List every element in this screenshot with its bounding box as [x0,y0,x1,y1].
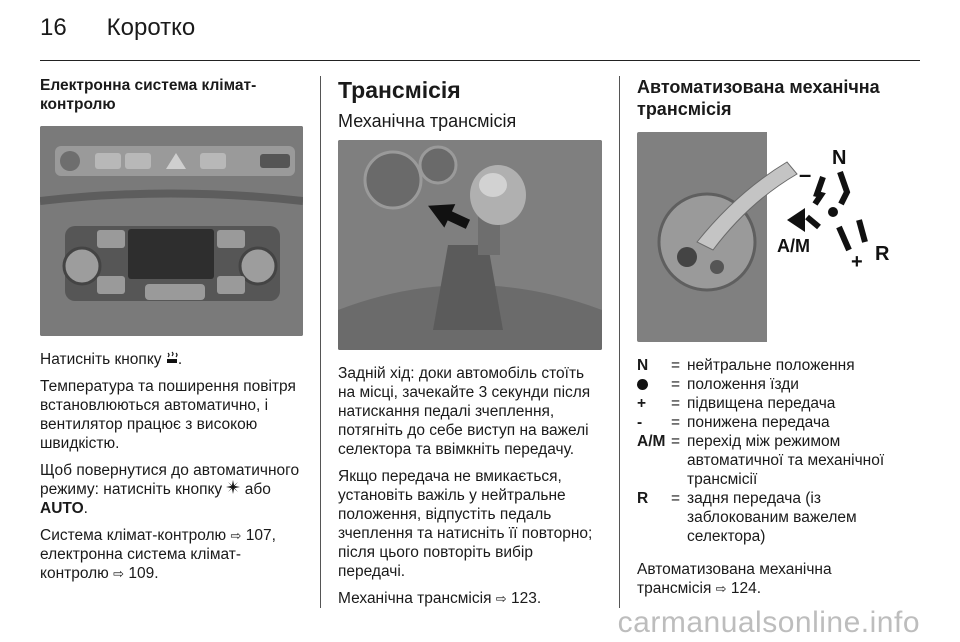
section-heading: Трансмісія [338,77,461,103]
legend-symbol: A/M [637,433,666,450]
image-label-n: N [832,147,847,169]
paragraph [40,350,305,369]
text: або [240,481,271,498]
legend-text: понижена передача [687,414,830,431]
text: Щоб повернутися до автоматичного режиму: натисніть кнопку [40,462,300,498]
text: . [83,500,88,517]
paragraph [40,526,305,583]
text: . [756,580,762,597]
image-label-am: A/M [777,236,810,256]
header-rule [40,60,920,61]
page-reference-link[interactable]: 109 [128,565,155,582]
legend-text: перехід між режимом автоматичної та механічної трансмісії [687,433,885,488]
page-reference-link[interactable]: 124 [730,580,757,597]
text: Натисніть кнопку [40,351,166,368]
paragraph: Температура та поширення повітря встановлюються автоматично, і вентилятор працює з високою швидкістю. [40,378,296,452]
image-label-plus: + [851,251,863,273]
text: Механічна трансмісія [338,590,496,607]
transmission-section [338,76,603,616]
text: . [177,351,183,368]
page-reference-link[interactable]: 123 [511,590,537,607]
equals-sign: = [671,414,681,431]
equals-sign: = [671,357,681,374]
climate-control-section [40,76,305,591]
max-defrost-icon [166,351,178,368]
page-number: 16 [40,14,67,41]
gear-legend [637,356,902,546]
cross-reference-arrow-icon: ⇨ [715,581,727,596]
legend-row [637,394,902,413]
manual-gear-lever-image [338,140,602,350]
page-header [40,14,195,42]
fan-icon [226,481,240,498]
page-reference-link[interactable]: 107 [245,527,272,544]
legend-symbol: N [637,357,649,374]
legend-symbol: + [637,395,647,412]
legend-row [637,356,902,375]
legend-row [637,413,902,432]
paragraph [338,589,603,608]
climate-panel-image [40,126,303,336]
equals-sign: = [671,433,681,450]
equals-sign: = [671,490,681,507]
legend-text: підвищена передача [687,395,836,412]
image-label-r: R [875,243,890,265]
paragraph [637,560,902,598]
legend-symbol: - [637,414,643,431]
image-label-minus: – [799,162,812,187]
legend-text: задня передача (із заблокованим важелем селектора) [687,490,857,545]
column-divider [320,76,321,608]
page-title: Коротко [106,14,196,41]
equals-sign: = [671,395,681,412]
column-divider [619,76,620,608]
automated-transmission-section [637,76,902,606]
legend-row [637,375,902,394]
legend-text: положення їзди [687,376,799,393]
text: . [154,565,159,582]
legend-row [637,489,902,546]
equals-sign: = [671,376,681,393]
text: Система клімат-контролю [40,527,231,544]
legend-symbol: R [637,490,649,507]
section-heading: Електронна система клімат-контролю [40,77,257,113]
paragraph: Якщо передача не вмикається, установіть важіль у нейтральне положення, відпустіть педаль зчеплення та натисніть її повторно; після цього повторіть вибір передачі. [338,468,593,580]
cross-reference-arrow-icon: ⇨ [495,591,507,606]
text: , електронна система клімат-контролю [40,527,276,582]
auto-label: AUTO [40,500,84,517]
watermark: carmanualsonline.info [617,606,920,639]
drive-dot-icon [637,375,671,394]
legend-text: нейтральне положення [687,357,855,374]
text: Автоматизована механічна трансмісія [637,561,832,597]
automated-gear-selector-image [637,132,900,342]
cross-reference-arrow-icon: ⇨ [113,566,125,581]
legend-row [637,432,902,489]
paragraph [40,461,305,518]
section-heading: Автоматизована механічна трансмісія [637,77,880,119]
text: . [536,590,542,607]
cross-reference-arrow-icon: ⇨ [230,528,242,543]
paragraph: Задній хід: доки автомобіль стоїть на місці, зачекайте 3 секунди після натискання педалі зчеплення, потягніть до себе виступ на важелі селектора та ввімкніть передачу. [338,365,591,458]
subsection-heading: Механічна трансмісія [338,111,517,131]
